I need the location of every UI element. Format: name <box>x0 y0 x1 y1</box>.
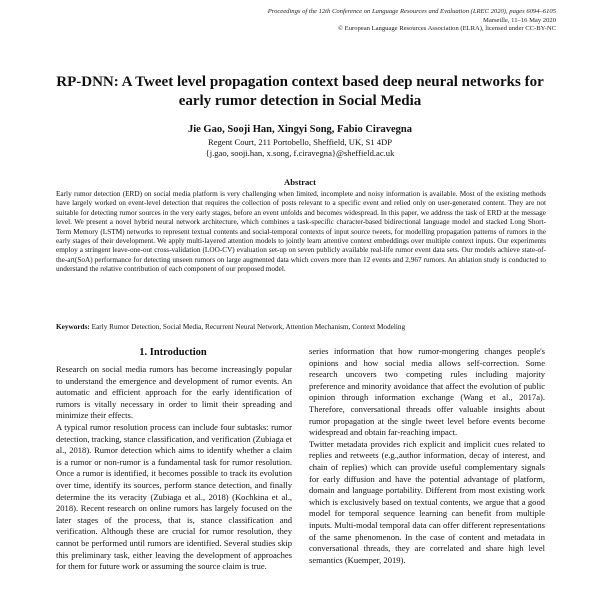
proceedings-citation: Proceedings of the 12th Conference on Language Resources and Evaluation (LREC 2020), pages 6094–6105 <box>267 8 556 15</box>
abstract-heading: Abstract <box>284 177 316 187</box>
introduction-heading: 1. Introduction <box>139 347 207 358</box>
paper-title <box>40 73 560 111</box>
keywords-text: Early Rumor Detection, Social Media, Recurrent Neural Network, Attention Mechanism, Context Modeling <box>91 323 406 331</box>
paper-title-line2: early rumor detection in Social Media <box>178 93 422 109</box>
keywords-line <box>56 323 546 332</box>
affiliation-address: Regent Court, 211 Portobello, Sheffield, UK, S1 4DP <box>207 137 393 147</box>
keywords-label: Keywords: <box>56 323 90 331</box>
abstract-text: Early rumor detection (ERD) on social media platform is very challenging when limited, incomplete and noisy information is available. Most of the existing methods have largely worked on event-level detection that requires the collection of posts relevant to a specific event and relied only on user-generated content. They are not suitable for detecting rumor sources in the very early stages, before an event unfolds and becomes widespread. In this paper, we address the task of ERD at the message level. We present a novel hybrid neural network architecture, which combines a task-specific character-based bidirectional language model and stacked Long Short-Term Memory (LSTM) networks to represent textual contents and social-temporal contexts of input source tweets, for modelling propagation patterns of rumors in the early stages of their development. We apply multi-layered attention models to jointly learn attentive context embeddings over multiple context inputs. Our experiments employ a stringent leave-one-out cross-validation (LOO-CV) evaluation set-up on seven publicly available real-life rumor event data sets. Our models achieve state-of-the-art(SoA) performance for detecting unseen rumors on large augmented data which covers more than 12 events and 2,967 rumors. An ablation study is conducted to understand the relative contribution of each component of our proposed model. <box>56 190 546 274</box>
author-affiliation-block <box>100 137 500 159</box>
proceedings-location-date: Marseille, 11–16 May 2020 <box>482 16 556 24</box>
right-column <box>309 346 545 566</box>
proceedings-header <box>156 8 556 34</box>
intro-paragraph-4: Twitter metadata provides rich explicit and implicit cues related to replies and retweets (e.g.,author information, decay of interest, and chain of replies) which can provide useful complementary signals for early diffusion and have the potential advantage of platform, domain and language portability. Different from most existing work which is exclusively based on textual contents, we argue that a good model for temporal sequence learning can benefit from multiple inputs. Multi-modal temporal data can offer different representations of the same phenomenon. In the case of content and metadata in conversational threads, they are correlated and share high level semantics (Kuemper, 2019). <box>309 438 545 565</box>
intro-paragraph-3: series information that how rumor-mongering changes people's opinions and how social media allows self-correction. Some research uncovers two competing rules including majority preference and minority avoidance that affect the evolution of public opinion through information exchange (Wang et al., 2017a). Therefore, conversational threads offer valuable insights about rumor propagation at the single tweet level before events become widespread and obtain far-reaching impact. <box>309 346 545 438</box>
paper-authors: Jie Gao, Sooji Han, Xingyi Song, Fabio Ciravegna <box>187 124 413 135</box>
paper-title-line1: RP-DNN: A Tweet level propagation context based deep neural networks for <box>56 74 544 90</box>
intro-paragraph-2: A typical rumor resolution process can include four subtasks: rumor detection, tracking, stance classification, and verification (Zubiaga et al., 2018). Rumor detection which aims to identify whether a claim is a rumor or non-rumor is a fundamental task for rumor resolution. Once a rumor is identified, it becomes possible to track its evolution over time, identify its sources, perform stance detection, and finally determine the its veracity (Zubiaga et al., 2018) (Kochkina et al., 2018). Recent research on online rumors has largely focused on the later stages of the process, that is, stance classification and verification. Although these are crucial for rumor resolution, they cannot be performed until rumors are identified. Several studies skip this preliminary task, either leaving the development of approaches for them for future work or assuming the source claim is true. <box>56 421 292 572</box>
proceedings-license: © European Language Resources Association (ELRA), licensed under CC-BY-NC <box>338 25 556 33</box>
author-emails: {j.gao, sooji.han, x.song, f.ciravegna}@sheffield.ac.uk <box>205 148 395 158</box>
left-column <box>56 364 292 573</box>
intro-paragraph-1: Research on social media rumors has become increasingly popular to understand the emergence and development of rumor events. An automatic and efficient approach for the early identification of rumors is vitally necessary in order to limit their spreading and minimize their effects. <box>56 364 292 421</box>
